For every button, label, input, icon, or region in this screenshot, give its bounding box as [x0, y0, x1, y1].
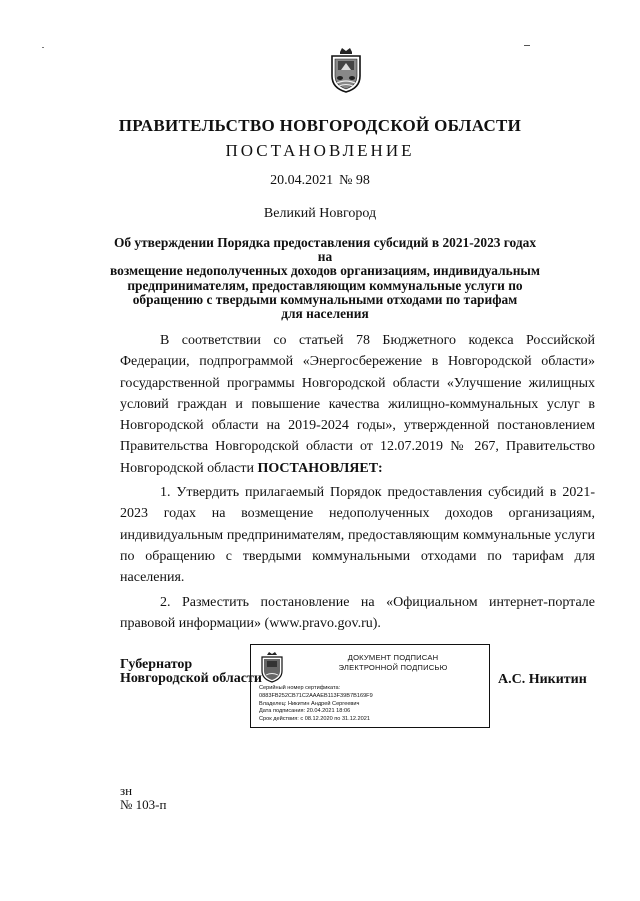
cert-label: Серийный номер сертификата:: [259, 685, 341, 691]
signatory-role: [120, 658, 262, 686]
executor-initials: зн: [120, 783, 133, 798]
stamp-line: ДОКУМЕНТ ПОДПИСАН: [347, 653, 439, 662]
subject-line: предпринимателям, предоставляющим коммунальные услуги по: [127, 277, 523, 293]
scan-artifact: [42, 47, 44, 48]
stamp-emblem-icon: [259, 651, 285, 683]
document-date: 20.04.2021: [270, 173, 334, 188]
document-subject: [110, 236, 540, 321]
cert-validity: Срок действия: с 08.12.2020 по 31.12.2021: [259, 716, 370, 723]
stamp-line: ЭЛЕКТРОННОЙ ПОДПИСЬЮ: [338, 663, 448, 672]
scan-artifact: [524, 45, 530, 46]
preamble-paragraph: [120, 330, 595, 479]
stamp-header: [303, 653, 483, 673]
coat-of-arms-icon: [328, 46, 364, 94]
decree-item-2: 2. Разместить постановление на «Официальном интернет-портале правовой информации» (www.pravo.gov.ru).: [120, 594, 595, 631]
document-type: ПОСТАНОВЛЕНИЕ: [225, 141, 415, 160]
subject-line: Об утверждении Порядка предоставления субсидий в 2021-2023 годах на: [113, 235, 537, 265]
document-footer: [120, 784, 166, 812]
electronic-signature-stamp: [250, 644, 490, 728]
document-date-number: [0, 173, 640, 189]
signed-date: Дата подписания: 20.04.2021 18:06: [259, 708, 351, 715]
subject-line: обращению с твердыми коммунальными отходами по тарифам: [132, 291, 518, 307]
document-body: [120, 330, 595, 634]
stamp-details: [259, 685, 487, 724]
role-line: Новгородской области: [120, 671, 262, 686]
cert-owner: Владелец: Никитин Андрей Сергеевич: [259, 700, 360, 707]
preamble-text: В соответствии со статьей 78 Бюджетного кодекса Российской Федерации, подпрограммой «Энергосбережение в Новгородской области» государственной программы Новгородской области «Улучшение жилищных условий граждан и повышение качества жилищно-коммунальных услуг в Новгородской области на 2019-2024 годы», утвержденной постановлением Правительства Новгородской области от 12.07.2019 № 267, Правительство Новгородской области: [120, 333, 595, 476]
subject-line: для населения: [281, 306, 369, 322]
document-city: Великий Новгород: [263, 206, 377, 221]
government-title: ПРАВИТЕЛЬСТВО НОВГОРОДСКОЙ ОБЛАСТИ: [118, 116, 522, 135]
signer-name: А.С. Никитин: [498, 672, 587, 687]
cert-serial: 0883FB252CB71C2AAAEB113F39B7B169F9: [259, 692, 373, 699]
subject-line: возмещение недополученных доходов организациям, индивидуальным: [110, 263, 540, 279]
decree-item-1: 1. Утвердить прилагаемый Порядок предоставления субсидий в 2021-2023 годах на возмещение недополученных доходов организациям, индивидуальным предпринимателям, предоставляющим коммунальные услуги по обращению с твердыми коммунальными отходами по тарифам для населения.: [120, 485, 595, 586]
role-line: Губернатор: [120, 657, 193, 672]
registration-number: № 103-п: [120, 797, 167, 812]
document-number: № 98: [339, 173, 370, 188]
decree-word: ПОСТАНОВЛЯЕТ:: [257, 460, 383, 476]
